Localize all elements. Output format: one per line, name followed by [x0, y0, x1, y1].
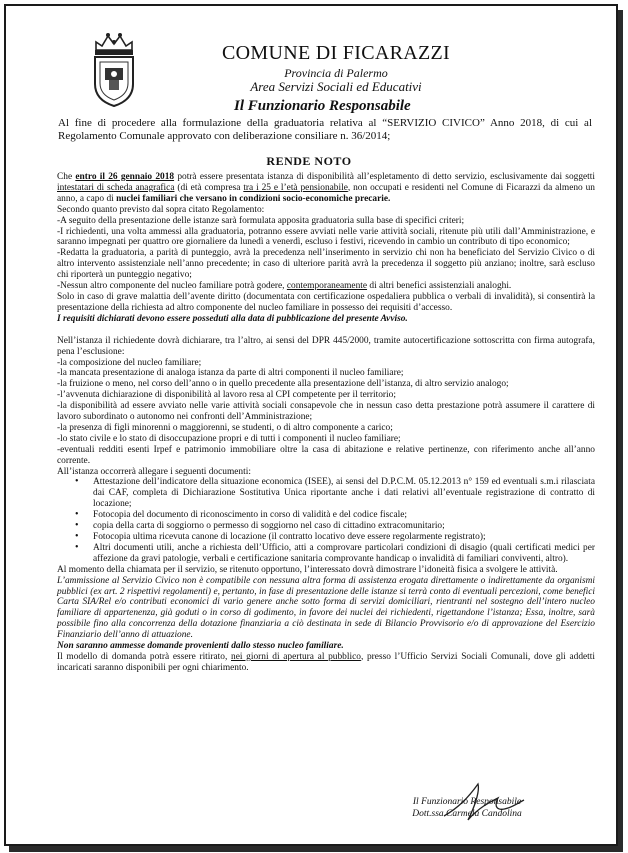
rule-item — [57, 281, 595, 292]
text-run: , non occupati e residenti nel Comune di Ficarazzi da almeno un anno, a capo di — [57, 182, 595, 204]
deadline-date: entro il 26 gennaio 2018 — [75, 172, 175, 182]
declaration-intro: Nell’istanza il richiedente dovrà dichiarare, tra l’altro, ai sensi del DPR 445/2000, tramite autocertificazione sottoscritta con firma autografa, pena l’esclusione: — [57, 335, 595, 357]
requirements-note: I requisiti dichiarati devono essere posseduti alla data di pubblicazione del presente Avviso. — [57, 313, 408, 324]
municipal-crest-icon — [88, 28, 140, 108]
same-family-note: Non saranno ammesse domande provenienti dallo stesso nucleo familiare. — [57, 641, 344, 652]
text-run: contemporaneamente — [286, 281, 368, 292]
text-run: tra i 25 e l’età pensionabile — [243, 182, 348, 193]
text-run: Che — [57, 172, 76, 182]
document-page — [4, 4, 618, 846]
declaration-item: -la mancata presentazione di analoga istanza da parte di altri componenti il nucleo familiare; — [57, 368, 404, 379]
attachment-item: • Fotocopia del documento di riconoscimento in corso di validità e del codice fiscale; — [93, 510, 595, 521]
province-subtitle: Provincia di Palermo — [284, 66, 388, 80]
text-run: Il modello di domanda potrà essere ritirato, — [57, 651, 232, 662]
text-run: di altri benefici assistenziali analoghi. — [367, 281, 512, 292]
issuer-heading: Il Funzionario Responsabile — [234, 98, 411, 114]
declaration-item: -eventuali redditi esenti Irpef e patrimonio immobiliare oltre la casa di abitazione e relative pertinenze, con riferimento anche all’anno corrente. — [57, 444, 595, 466]
signature-block — [372, 796, 562, 820]
declaration-item: -la presenza di figli minorenni o maggiorenni, se studenti, o di altro componente a carico; — [57, 422, 393, 433]
rende-noto-heading: RENDE NOTO — [266, 154, 352, 168]
fitness-paragraph: Al momento della chiamata per il servizio, se ritenuto opportuno, l’interessato dovrà dimostrare l’idoneità fisica a svolgere le attività. — [57, 564, 558, 575]
municipality-title: COMUNE DI FICARAZZI — [222, 42, 450, 64]
notice-body — [57, 172, 595, 674]
attachment-item: • Altri documenti utili, anche a richiesta dell’Ufficio, atti a comprovare particolari condizioni di disagio (quali certificati medici per affezione da gravi patologie, verbali e certificazione sanitaria comprovante handicap o invalidità di familiari conviventi, altro). — [93, 543, 595, 565]
department-subtitle: Area Servizi Sociali ed Educativi — [250, 79, 422, 94]
text-run: potrà essere presentata istanza di disponibilità all’espletamento di detto servizio, esclusivamente dai soggetti — [174, 172, 595, 182]
text-run: (di età compresa — [174, 182, 244, 193]
declaration-item: -la fruizione o meno, nel corso dell’anno o in quello precedente alla presentazione dell’istanza, di altro servizio analogo; — [57, 379, 509, 390]
text-run: nei giorni di apertura al pubblico — [231, 651, 361, 662]
regulation-intro: Secondo quanto previsto dal sopra citato Regolamento: — [57, 204, 265, 215]
text-run: nuclei familiari che versano in condizioni socio-economiche precarie. — [116, 193, 391, 204]
signature-role: Il Funzionario Responsabile — [412, 797, 522, 807]
rule-item: -Redatta la graduatoria, a parità di punteggio, avrà la precedenza nell’inserimento in servizio chi non ha beneficiato del Servizio Civico o di altro intervento assistenziale nell’anno precedente; in caso di ulteriore parità avrà la precedenza il soggetto più anziano; inoltre, sarà escluso chi riporterà un punteggio negativo; — [57, 248, 595, 281]
compatibility-note: L’ammissione al Servizio Civico non è compatibile con nessuna altra forma di assistenza erogata direttamente o indirettamente da organismi pubblici (ex art. 2 rispettivi regolamenti) e, pertanto, in fase di presentazione delle istanze si terrà conto di eventuali percezioni, come benefici Carta SIA/Rel e/o contributi economici di vario genere anche sotto forma di servizi domiciliari, rientranti nel sostegno dell’intero nucleo familiare di appartenenza, già goduti o in corso di godimento, in favore dei nuclei dei richiedenti, rigettandone l’istanza; Essa, inoltre, sarà possibile fino alla concorrenza della dotazione finanziaria a ciò destinata in sede di Bilancio Provvisorio e/o di approvazione del Esercizio Finanziario dell’anno di attuazione. — [57, 575, 595, 641]
attachment-item: • copia della carta di soggiorno o permesso di soggiorno nel caso di cittadino extracomunitario; — [93, 521, 595, 532]
declaration-item: -la disponibilità ad essere avviato nelle varie attività sociali consapevole che in nessun caso detta prestazione potrà assumere il carattere di lavoro subordinato o autonomo nei confronti dell’Amministrazione; — [57, 401, 595, 423]
attachment-item: • Fotocopia ultima ricevuta canone di locazione (il contratto locativo deve essere regolarmente registrato); — [93, 532, 595, 543]
deadline-paragraph — [57, 172, 595, 205]
illness-paragraph: Solo in caso di grave malattia dell’avente diritto (documentata con certificazione ospedaliera pubblica o verbali di invalidità), si consentirà la presentazione della richiesta ad altro componente del nucleo familiare in possesso dei requisiti d’accesso. — [57, 291, 595, 313]
attachment-item: • Attestazione dell’indicatore della situazione economica (ISEE), ai sensi del D.P.C.M. 05.12.2013 n° 159 ed eventuali s.m.i rilasciata dai CAF, completa di Dichiarazione Sostitutiva Unica riportante anche i dati relativi all’eventuale registrazione di contratto di locazione; — [93, 477, 595, 510]
rule-item: -I richiedenti, una volta ammessi alla graduatoria, potranno essere avviati nelle varie attività sociali, ritenute più utili dall’Amministrazione, e saranno impegnati per quattro ore giornaliere da lunedì a venerdì, escluso i festivi, ricevendo in cambio un contributo di tipo economico; — [57, 226, 595, 248]
text-run: , presso l’Ufficio Servizi Sociali Comunali, dove gli addetti incaricati saranno disponibili per ogni chiarimento. — [57, 651, 595, 673]
signature-name: Dott.ssa Carmela Candolina — [412, 809, 522, 819]
attachments-list — [57, 477, 595, 564]
form-pickup-paragraph — [57, 652, 595, 674]
intro-paragraph: Al fine di procedere alla formulazione della graduatoria relativa al “SERVIZIO CIVICO” Anno 2018, di cui al Regolamento Comunale approvato con deliberazione consiliare n. 36/2014; — [58, 117, 592, 142]
attachments-intro: All’istanza occorrerà allegare i seguenti documenti: — [57, 466, 251, 477]
text-run: -Nessun altro componente del nucleo familiare potrà godere, — [57, 281, 287, 292]
text-run: intestatari di scheda anagrafica — [57, 182, 175, 193]
declaration-item: -l’avvenuta dichiarazione di disponibilità al lavoro resa al CPI competente per il territorio; — [57, 390, 396, 401]
declaration-item: -lo stato civile e lo stato di disoccupazione propri e di tutti i componenti il nucleo familiare; — [57, 433, 401, 444]
rule-item: -A seguito della presentazione delle istanze sarà formulata apposita graduatoria sulla base di specifici criteri; — [57, 215, 465, 226]
declaration-item: -la composizione del nucleo familiare; — [57, 357, 202, 368]
